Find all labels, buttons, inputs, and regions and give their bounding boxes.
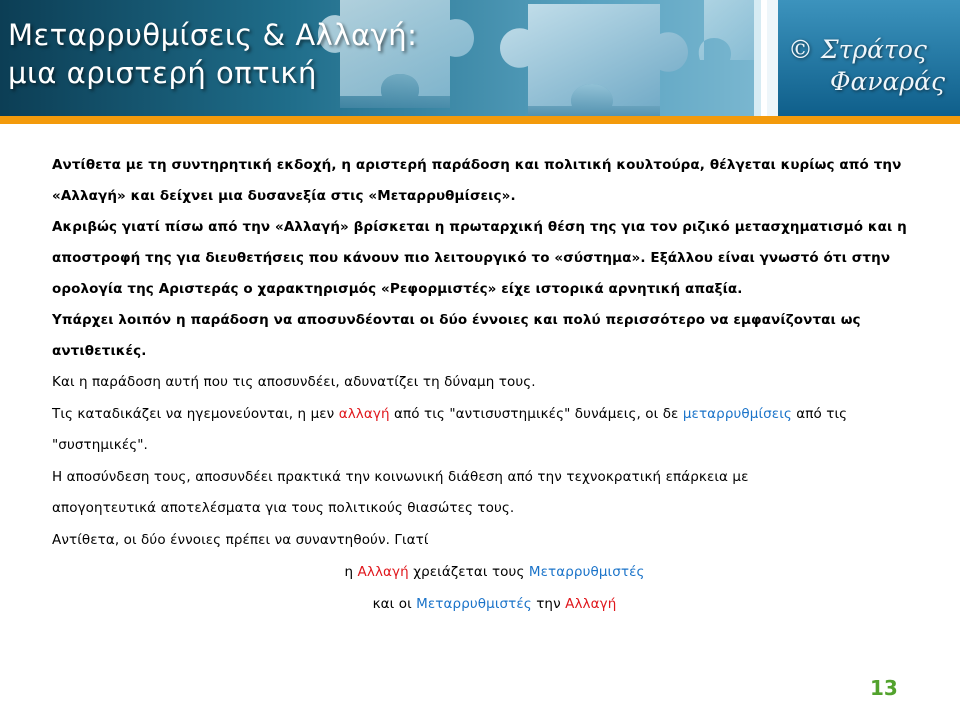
highlight-metarrythmistes: Μεταρρυθμιστές [528, 564, 645, 580]
text-segment: από τις "αντισυστημικές" δυνάμεις, οι δε [389, 405, 683, 422]
highlight-metarrythmistes: Μεταρρυθμιστές [416, 596, 532, 612]
text-line-mixed [52, 399, 937, 431]
slide-header [0, 0, 960, 118]
highlight-allagi: Αλλαγή [565, 596, 617, 612]
slide-title-line2: μια αριστερή οπτική [8, 56, 317, 90]
page-number: 13 [870, 676, 898, 700]
highlight-allagi: Αλλαγή [357, 564, 409, 580]
text-line: ορολογία της Αριστεράς ο χαρακτηρισμός «Ρεφορμιστές» είχε ιστορικά αρνητική απαξία. [52, 281, 743, 297]
text-line: Ακριβώς γιατί πίσω από την «Αλλαγή» βρίσκεται η πρωταρχική θέση της για τον ριζικό μετασχηματισμό και η [52, 219, 907, 235]
text-line: Και η παράδοση αυτή που τις αποσυνδέει, αδυνατίζει τη δύναμη τους. [52, 374, 536, 390]
text-line: Αντίθετα με τη συντηρητική εκδοχή, η αριστερή παράδοση και πολιτική κουλτούρα, θέλγεται κυρίως από την [52, 157, 902, 173]
author-credit [780, 34, 955, 98]
text-segment: την [531, 596, 566, 612]
text-segment: η [344, 564, 358, 580]
text-line: «Αλλαγή» και δείχνει μια δυσανεξία στις «Μεταρρυθμίσεις». [52, 188, 516, 204]
slide-body [52, 150, 937, 620]
text-line: Αντίθετα, οι δύο έννοιες πρέπει να συναντηθούν. Γιατί [52, 531, 429, 548]
header-accent-bar [0, 116, 960, 124]
slide-title-line1: Μεταρρυθμίσεις & Αλλαγή: [8, 18, 418, 52]
text-line: απογοητευτικά αποτελέσματα για τους πολιτικούς θιασώτες τους. [52, 500, 515, 516]
text-segment: χρειάζεται τους [408, 564, 529, 580]
highlight-metarrythmiseis: μεταρρυθμίσεις [682, 405, 792, 422]
text-segment: και οι [372, 596, 417, 612]
text-segment: από τις [791, 405, 848, 422]
author-credit-line2: Φαναράς [829, 67, 945, 96]
text-line: αποστροφή της για διευθετήσεις που κάνουν πιο λειτουργικό το «σύστημα». Εξάλλου είναι γνωστό ότι στην [52, 250, 891, 266]
text-line: Υπάρχει λοιπόν η παράδοση να αποσυνδέονται οι δύο έννοιες και πολύ περισσότερο να εμφανίζονται ως [52, 312, 861, 328]
centered-line-2 [52, 588, 937, 620]
slide-title [8, 16, 417, 92]
text-line: αντιθετικές. [52, 343, 147, 359]
text-line: Η αποσύνδεση τους, αποσυνδέει πρακτικά την κοινωνική διάθεση από την τεχνοκρατική επάρκεια με [52, 468, 749, 485]
author-credit-line1: © Στράτος [788, 35, 927, 64]
text-segment: Τις καταδικάζει να ηγεμονεύονται, η μεν [52, 405, 339, 422]
text-line: "συστημικές". [52, 437, 148, 453]
centered-line-1 [52, 556, 937, 588]
highlight-allagi: αλλαγή [338, 405, 390, 422]
header-separator [754, 0, 778, 118]
